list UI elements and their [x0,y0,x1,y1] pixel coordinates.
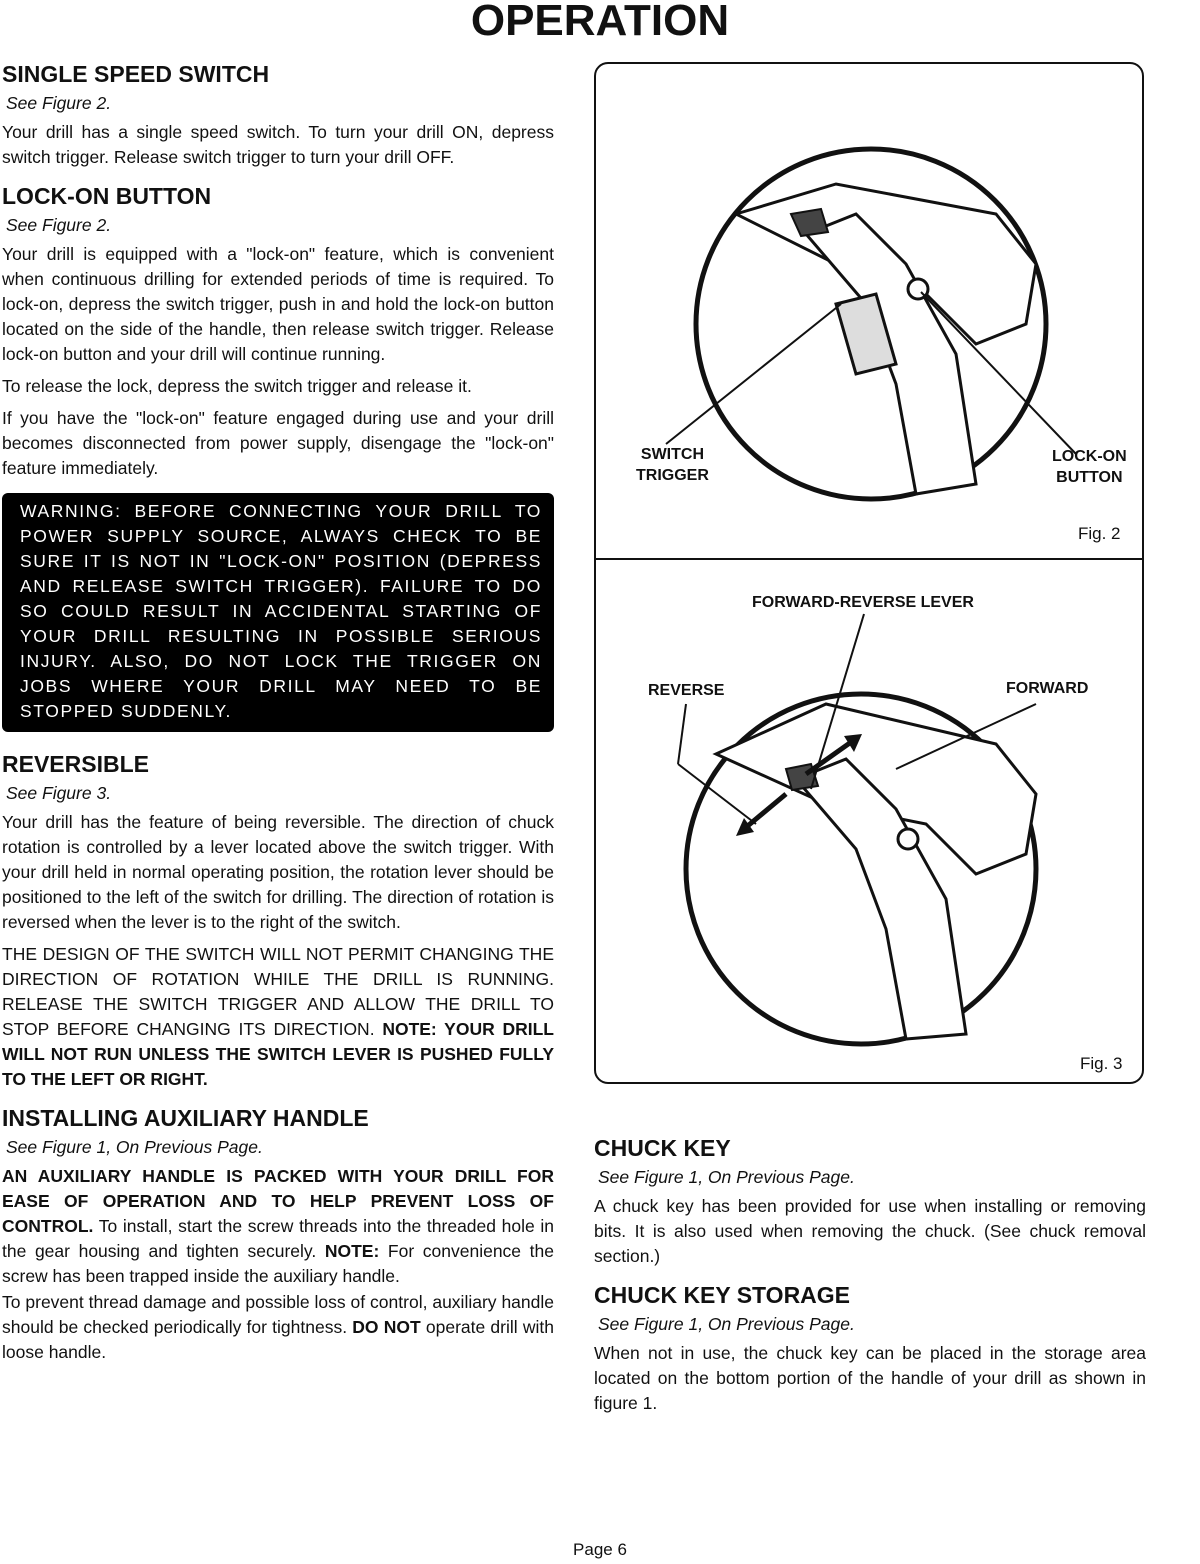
paragraph-text: To install, start the screw threads into the threaded hole in the gear housing and tighten securely. [2,1216,554,1261]
section-lock-on-button [2,182,554,481]
section-reversible [2,750,554,1092]
section-chuck-key [594,1134,1146,1269]
page-number: Page 6 [573,1540,627,1559]
left-column [2,60,554,1377]
label-line: BUTTON [1056,469,1123,486]
label-line: LOCK-ON [1052,448,1127,465]
paragraph-text: For convenience the screw has been trapped inside the auxiliary handle. [2,1241,554,1286]
fig3-reverse-leader [678,704,686,764]
section-auxiliary-handle [2,1104,554,1365]
figure-reference: See Figure 3. [6,783,112,803]
figure-reference: See Figure 1, On Previous Page. [598,1167,855,1187]
fig2-label-switch-trigger [636,444,709,486]
section-heading: SINGLE SPEED SWITCH [2,61,270,87]
paragraph [2,942,554,1092]
section-heading: CHUCK KEY STORAGE [594,1282,851,1308]
fig3-label-reverse: REVERSE [648,682,725,699]
section-heading: LOCK-ON BUTTON [2,183,212,209]
figure-panel [594,62,1144,1084]
figure-3-illustration [678,614,1036,1044]
section-heading: INSTALLING AUXILIARY HANDLE [2,1105,369,1131]
fig3-label-forward-reverse-lever: FORWARD-REVERSE LEVER [752,594,974,611]
fig2-caption: Fig. 2 [1078,524,1121,543]
figure-reference: See Figure 2. [6,93,112,113]
paragraph: If you have the "lock-on" feature engaged during use and your drill becomes disconnected from power supply, disengage the "lock-on" feature immediately. [2,408,554,478]
page-title: OPERATION [470,0,730,45]
paragraph-text: To prevent thread damage and possible loss of control, auxiliary handle should be checked periodically for tightness. [2,1292,554,1337]
figure-reference: See Figure 2. [6,215,112,235]
drill-illustrations [596,64,1142,1082]
section-single-speed-switch [2,60,554,170]
paragraph-text: operate drill with loose handle. [2,1317,554,1362]
figure-reference: See Figure 1, On Previous Page. [6,1137,263,1157]
paragraph-text: THE DESIGN OF THE SWITCH WILL NOT PERMIT CHANGING THE DIRECTION OF ROTATION WHILE THE DRILL IS RUNNING. RELEASE THE SWITCH TRIGGER AND ALLOW THE DRILL TO STOP BEFORE CHANGING ITS DIRECTION. [2,944,554,1039]
label-line: TRIGGER [636,467,709,484]
figure-divider [596,558,1142,560]
fig2-label-lock-on-button [1052,446,1127,488]
paragraph: Your drill has a single speed switch. To turn your drill ON, depress switch trigger. Release switch trigger to turn your drill OFF. [2,122,554,167]
paragraph: When not in use, the chuck key can be placed in the storage area located on the bottom portion of the handle of your drill as shown in figure 1. [594,1343,1146,1413]
paragraph: A chuck key has been provided for use when installing or removing bits. It is also used when removing the chuck. (See chuck removal section.) [594,1196,1146,1266]
right-column [594,1134,1146,1428]
section-heading: CHUCK KEY [594,1135,731,1161]
paragraph [2,1164,554,1289]
warning-box: WARNING: BEFORE CONNECTING YOUR DRILL TO POWER SUPPLY SOURCE, ALWAYS CHECK TO BE SURE IT IS NOT IN "LOCK-ON" POSITION (DEPRESS AND RELEASE SWITCH TRIGGER). FAILURE TO DO SO COULD RESULT IN ACCIDENTAL STARTING OF YOUR DRILL RESULTING IN POSSIBLE SERIOUS INJURY. ALSO, DO NOT LOCK THE TRIGGER ON JOBS WHERE YOUR DRILL MAY NEED TO BE STOPPED SUDDENLY. [2,493,554,732]
note-label: NOTE: [324,1241,380,1261]
paragraph: To release the lock, depress the switch trigger and release it. [2,376,472,396]
paragraph [2,1290,554,1365]
figure-reference: See Figure 1, On Previous Page. [598,1314,855,1334]
label-line: SWITCH [640,446,704,463]
emphasis-bold: AN AUXILIARY HANDLE IS PACKED WITH YOUR DRILL FOR EASE OF OPERATION AND TO HELP PREVENT LOSS OF CONTROL. [2,1166,554,1236]
fig3-caption: Fig. 3 [1080,1054,1123,1073]
emphasis-bold: DO NOT [352,1317,421,1337]
note-bold: NOTE: YOUR DRILL WILL NOT RUN UNLESS THE SWITCH LEVER IS PUSHED FULLY TO THE LEFT OR RIGHT. [2,1019,554,1089]
section-heading: REVERSIBLE [2,751,149,777]
paragraph: Your drill has the feature of being reversible. The direction of chuck rotation is controlled by a lever located above the switch trigger. With your drill held in normal operating position, the rotation lever should be positioned to the left of the switch for drilling. The direction of rotation is reversed when the lever is to the right of the switch. [2,812,554,932]
figure-2-illustration [666,149,1076,499]
fig3-lock-button [898,829,918,849]
paragraph: Your drill is equipped with a "lock-on" feature, which is convenient when continuous drilling for extended periods of time is required. To lock-on, depress the switch trigger, push in and hold the lock-on button located on the side of the handle, then release switch trigger. Release lock-on button and your drill will continue running. [2,244,554,364]
fig3-label-forward: FORWARD [1006,680,1089,697]
section-chuck-key-storage [594,1281,1146,1416]
